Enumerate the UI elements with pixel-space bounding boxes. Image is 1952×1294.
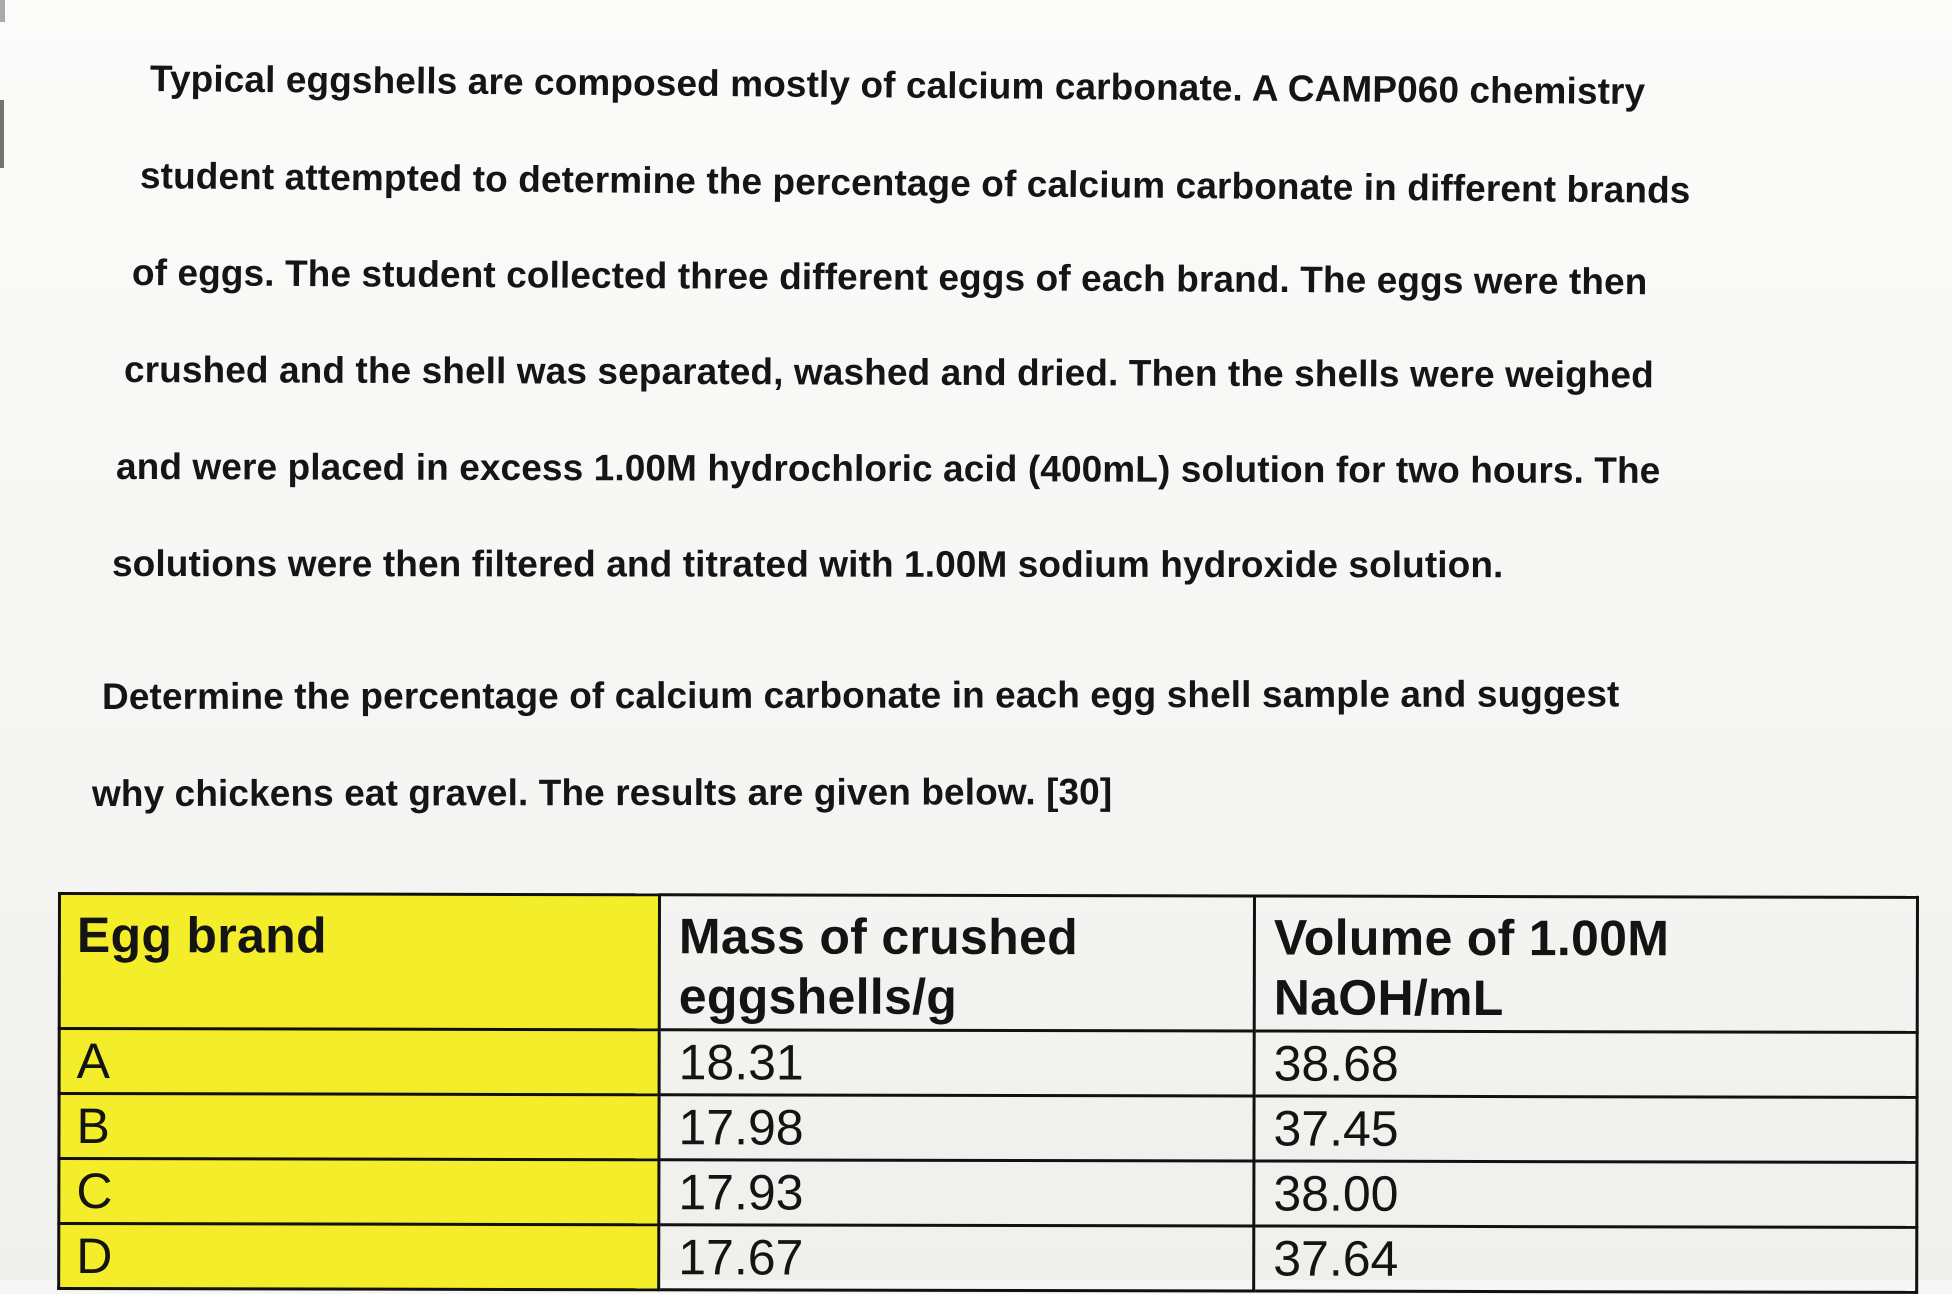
cell-brand: D (59, 1224, 659, 1290)
header-egg-brand-label: Egg brand (76, 907, 327, 964)
intro-line: crushed and the shell was separated, washed and dried. Then the shells were weighed (123, 349, 1654, 396)
header-volume (1254, 896, 1917, 1032)
header-mass-line2: eggshells/g (678, 968, 958, 1025)
header-volume-line2: NaOH/mL (1273, 969, 1504, 1027)
intro-line: and were placed in excess 1.00M hydrochloric acid (400mL) solution for two hours. The (115, 446, 1661, 492)
page-edge-mark (0, 100, 4, 168)
header-volume-line1: Volume of 1.00M (1273, 909, 1670, 967)
intro-paragraph (98, 30, 1858, 612)
cell-mass: 17.67 (659, 1225, 1254, 1291)
cell-brand: B (59, 1094, 659, 1160)
intro-line: student attempted to determine the percentage of calcium carbonate in different brands (139, 155, 1691, 211)
question-line: why chickens eat gravel. The results are given below. [30] (91, 771, 1113, 814)
table-row (59, 1159, 1917, 1228)
question-line: Determine the percentage of calcium carbonate in each egg shell sample and suggest (101, 673, 1620, 717)
intro-line: of eggs. The student collected three different eggs of each brand. The eggs were then (131, 252, 1648, 303)
cell-volume: 38.00 (1254, 1161, 1917, 1227)
cell-volume: 37.45 (1254, 1096, 1917, 1162)
cell-volume: 38.68 (1254, 1031, 1917, 1097)
question-paragraph (91, 648, 1858, 842)
table-header-row (59, 894, 1917, 1033)
table-row (59, 1224, 1917, 1293)
intro-line: Typical eggshells are composed mostly of calcium carbonate. A CAMP060 chemistry (149, 58, 1646, 113)
table-row (59, 1094, 1917, 1163)
page-edge-mark (0, 0, 5, 22)
cell-brand: C (59, 1159, 659, 1225)
cell-brand: A (59, 1029, 659, 1095)
cell-volume: 37.64 (1254, 1226, 1917, 1292)
cell-mass: 17.98 (659, 1095, 1254, 1161)
header-mass (659, 895, 1254, 1031)
results-table-wrapper (57, 892, 1916, 1294)
results-table (57, 892, 1919, 1294)
table-row (59, 1029, 1917, 1098)
cell-mass: 18.31 (659, 1030, 1254, 1096)
header-egg-brand (59, 894, 659, 1030)
intro-line: solutions were then filtered and titrated with 1.00M sodium hydroxide solution. (111, 543, 1504, 586)
cell-mass: 17.93 (659, 1160, 1254, 1226)
header-mass-line1: Mass of crushed (678, 908, 1079, 966)
